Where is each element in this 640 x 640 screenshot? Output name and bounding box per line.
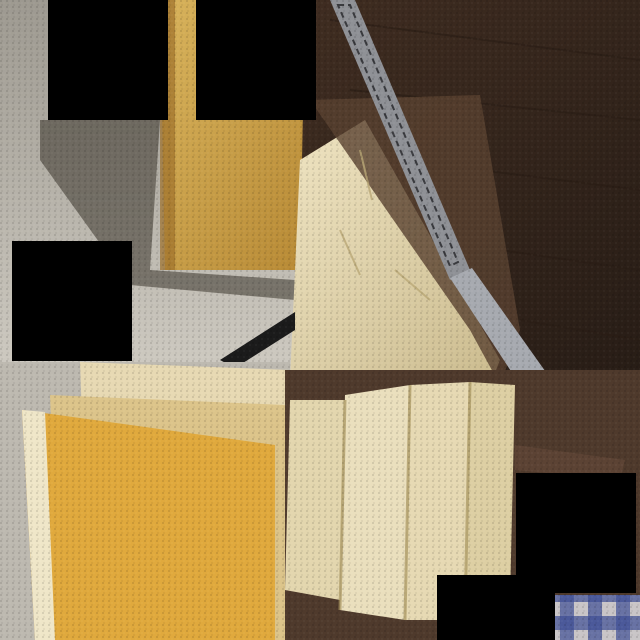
mask-patch-2 — [196, 0, 316, 120]
mask-patch-3 — [12, 241, 132, 361]
mask-patch-5 — [437, 575, 555, 640]
mask-patch-1 — [48, 0, 168, 120]
